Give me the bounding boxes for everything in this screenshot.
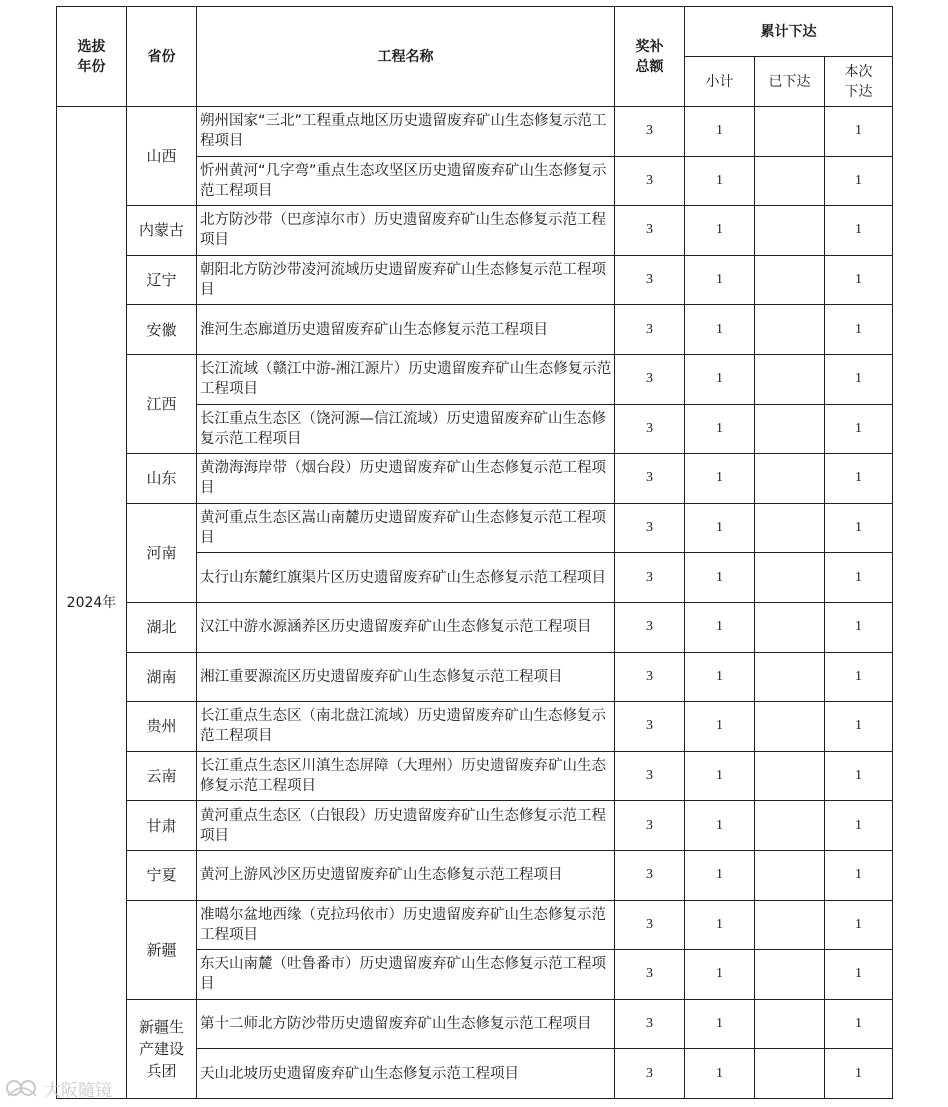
province-cell: 湖北 <box>127 602 197 652</box>
issued-cell <box>755 1049 825 1099</box>
subtotal-cell: 1 <box>685 950 755 1000</box>
table-row <box>57 702 893 752</box>
project-name-cell: 湘江重要源流区历史遗留废弃矿山生态修复示范工程项目 <box>197 652 615 702</box>
current-cell: 1 <box>825 354 893 404</box>
issued-cell <box>755 900 825 950</box>
header-province: 省份 <box>127 7 197 107</box>
table-row <box>57 999 893 1049</box>
header-current: 本次 下达 <box>825 57 893 107</box>
province-cell: 辽宁 <box>127 255 197 305</box>
table-row <box>57 255 893 305</box>
total-award-cell: 3 <box>615 1049 685 1099</box>
issued-cell <box>755 652 825 702</box>
current-cell: 1 <box>825 850 893 900</box>
province-cell: 河南 <box>127 503 197 602</box>
table-row <box>57 900 893 950</box>
subtotal-cell: 1 <box>685 404 755 454</box>
total-award-cell: 3 <box>615 503 685 553</box>
subtotal-cell: 1 <box>685 652 755 702</box>
subtotal-cell: 1 <box>685 553 755 603</box>
project-name-cell: 黄渤海海岸带（烟台段）历史遗留废弃矿山生态修复示范工程项目 <box>197 454 615 504</box>
project-name-cell: 长江重点生态区（南北盘江流域）历史遗留废弃矿山生态修复示范工程项目 <box>197 702 615 752</box>
total-award-cell: 3 <box>615 354 685 404</box>
project-name-cell: 长江重点生态区（饶河源—信江流域）历史遗留废弃矿山生态修复示范工程项目 <box>197 404 615 454</box>
current-cell: 1 <box>825 404 893 454</box>
subtotal-cell: 1 <box>685 107 755 157</box>
table-row <box>57 354 893 404</box>
current-cell: 1 <box>825 950 893 1000</box>
current-cell: 1 <box>825 801 893 851</box>
total-award-cell: 3 <box>615 602 685 652</box>
header-cumulative: 累计下达 <box>685 7 893 57</box>
project-table <box>56 6 893 1099</box>
subtotal-cell: 1 <box>685 503 755 553</box>
header-subtotal: 小计 <box>685 57 755 107</box>
subtotal-cell: 1 <box>685 999 755 1049</box>
total-award-cell: 3 <box>615 454 685 504</box>
project-name-cell: 黄河重点生态区（白银段）历史遗留废弃矿山生态修复示范工程项目 <box>197 801 615 851</box>
current-cell: 1 <box>825 1049 893 1099</box>
issued-cell <box>755 305 825 355</box>
issued-cell <box>755 255 825 305</box>
project-name-cell: 黄河上游风沙区历史遗留废弃矿山生态修复示范工程项目 <box>197 850 615 900</box>
header-year: 选拔 年份 <box>57 7 127 107</box>
province-cell: 新疆生产建设兵团 <box>127 999 197 1098</box>
header-project-name: 工程名称 <box>197 7 615 107</box>
province-cell: 甘肃 <box>127 801 197 851</box>
total-award-cell: 3 <box>615 255 685 305</box>
table-row <box>57 454 893 504</box>
table-row <box>57 305 893 355</box>
subtotal-cell: 1 <box>685 1049 755 1099</box>
subtotal-cell: 1 <box>685 602 755 652</box>
current-cell: 1 <box>825 602 893 652</box>
project-name-cell: 黄河重点生态区嵩山南麓历史遗留废弃矿山生态修复示范工程项目 <box>197 503 615 553</box>
total-award-cell: 3 <box>615 553 685 603</box>
issued-cell <box>755 751 825 801</box>
subtotal-cell: 1 <box>685 354 755 404</box>
current-cell: 1 <box>825 702 893 752</box>
province-cell: 云南 <box>127 751 197 801</box>
issued-cell <box>755 156 825 206</box>
province-cell: 新疆 <box>127 900 197 999</box>
project-name-cell: 东天山南麓（吐鲁番市）历史遗留废弃矿山生态修复示范工程项目 <box>197 950 615 1000</box>
total-award-cell: 3 <box>615 107 685 157</box>
issued-cell <box>755 999 825 1049</box>
table-row <box>57 602 893 652</box>
province-cell: 内蒙古 <box>127 206 197 256</box>
total-award-cell: 3 <box>615 751 685 801</box>
total-award-cell: 3 <box>615 850 685 900</box>
subtotal-cell: 1 <box>685 900 755 950</box>
total-award-cell: 3 <box>615 305 685 355</box>
subtotal-cell: 1 <box>685 801 755 851</box>
province-cell: 宁夏 <box>127 850 197 900</box>
issued-cell <box>755 503 825 553</box>
watermark-text: 大阪隨镜 <box>44 1080 112 1101</box>
issued-cell <box>755 950 825 1000</box>
issued-cell <box>755 107 825 157</box>
project-name-cell: 准噶尔盆地西缘（克拉玛依市）历史遗留废弃矿山生态修复示范工程项目 <box>197 900 615 950</box>
current-cell: 1 <box>825 999 893 1049</box>
province-cell: 山东 <box>127 454 197 504</box>
issued-cell <box>755 404 825 454</box>
current-cell: 1 <box>825 652 893 702</box>
table-row <box>57 107 893 157</box>
total-award-cell: 3 <box>615 206 685 256</box>
project-name-cell: 淮河生态廊道历史遗留废弃矿山生态修复示范工程项目 <box>197 305 615 355</box>
current-cell: 1 <box>825 255 893 305</box>
watermark <box>4 1074 112 1102</box>
table-row <box>57 652 893 702</box>
project-name-cell: 朔州国家“三北”工程重点地区历史遗留废弃矿山生态修复示范工程项目 <box>197 107 615 157</box>
table-row <box>57 801 893 851</box>
current-cell: 1 <box>825 900 893 950</box>
project-name-cell: 忻州黄河“几字弯”重点生态攻坚区历史遗留废弃矿山生态修复示范工程项目 <box>197 156 615 206</box>
project-name-cell: 长江流域（赣江中游-湘江源片）历史遗留废弃矿山生态修复示范工程项目 <box>197 354 615 404</box>
province-cell: 山西 <box>127 107 197 206</box>
total-award-cell: 3 <box>615 702 685 752</box>
table-row <box>57 206 893 256</box>
issued-cell <box>755 354 825 404</box>
current-cell: 1 <box>825 454 893 504</box>
project-name-cell: 北方防沙带（巴彦淖尔市）历史遗留废弃矿山生态修复示范工程项目 <box>197 206 615 256</box>
total-award-cell: 3 <box>615 900 685 950</box>
subtotal-cell: 1 <box>685 305 755 355</box>
current-cell: 1 <box>825 305 893 355</box>
watermark-logo-icon <box>4 1076 40 1100</box>
province-cell: 安徽 <box>127 305 197 355</box>
project-name-cell: 天山北坡历史遗留废弃矿山生态修复示范工程项目 <box>197 1049 615 1099</box>
header-total-award: 奖补 总额 <box>615 7 685 107</box>
project-name-cell: 朝阳北方防沙带凌河流域历史遗留废弃矿山生态修复示范工程项目 <box>197 255 615 305</box>
project-name-cell: 长江重点生态区川滇生态屏障（大理州）历史遗留废弃矿山生态修复示范工程项目 <box>197 751 615 801</box>
project-name-cell: 太行山东麓红旗渠片区历史遗留废弃矿山生态修复示范工程项目 <box>197 553 615 603</box>
current-cell: 1 <box>825 156 893 206</box>
issued-cell <box>755 454 825 504</box>
issued-cell <box>755 553 825 603</box>
total-award-cell: 3 <box>615 999 685 1049</box>
issued-cell <box>755 702 825 752</box>
current-cell: 1 <box>825 553 893 603</box>
table-row <box>57 751 893 801</box>
subtotal-cell: 1 <box>685 454 755 504</box>
table-row <box>57 850 893 900</box>
total-award-cell: 3 <box>615 950 685 1000</box>
total-award-cell: 3 <box>615 156 685 206</box>
subtotal-cell: 1 <box>685 206 755 256</box>
subtotal-cell: 1 <box>685 156 755 206</box>
header-issued: 已下达 <box>755 57 825 107</box>
issued-cell <box>755 602 825 652</box>
province-cell: 湖南 <box>127 652 197 702</box>
year-cell: 2024年 <box>57 107 127 1099</box>
table-body <box>57 107 893 1099</box>
issued-cell <box>755 801 825 851</box>
total-award-cell: 3 <box>615 652 685 702</box>
issued-cell <box>755 206 825 256</box>
current-cell: 1 <box>825 503 893 553</box>
subtotal-cell: 1 <box>685 702 755 752</box>
subtotal-cell: 1 <box>685 255 755 305</box>
current-cell: 1 <box>825 751 893 801</box>
total-award-cell: 3 <box>615 801 685 851</box>
subtotal-cell: 1 <box>685 850 755 900</box>
province-cell: 江西 <box>127 354 197 453</box>
issued-cell <box>755 850 825 900</box>
current-cell: 1 <box>825 107 893 157</box>
project-name-cell: 汉江中游水源涵养区历史遗留废弃矿山生态修复示范工程项目 <box>197 602 615 652</box>
current-cell: 1 <box>825 206 893 256</box>
total-award-cell: 3 <box>615 404 685 454</box>
province-cell: 贵州 <box>127 702 197 752</box>
project-name-cell: 第十二师北方防沙带历史遗留废弃矿山生态修复示范工程项目 <box>197 999 615 1049</box>
table-row <box>57 503 893 553</box>
subtotal-cell: 1 <box>685 751 755 801</box>
